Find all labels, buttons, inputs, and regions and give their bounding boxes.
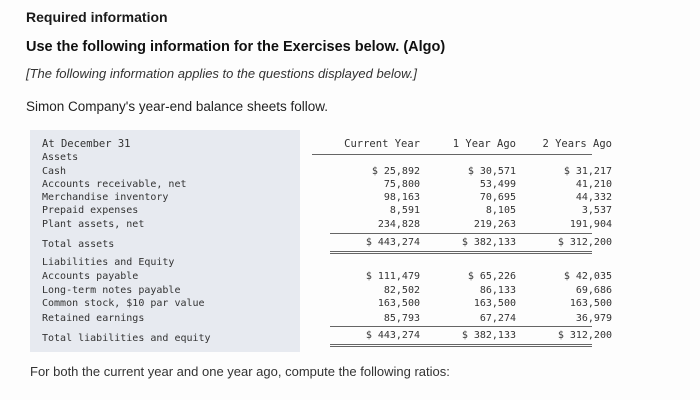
row-label-liabilities-equity: Liabilities and Equity bbox=[42, 257, 175, 268]
re-current: 85,793 bbox=[383, 313, 420, 324]
row-label-total-assets: Total assets bbox=[42, 239, 115, 250]
ap-1yr: $ 65,226 bbox=[467, 271, 516, 282]
ratios-instruction: For both the current year and one year ago, compute the following ratios: bbox=[30, 364, 450, 379]
re-1yr: 67,274 bbox=[479, 313, 516, 324]
ap-2yr: $ 42,035 bbox=[563, 271, 612, 282]
row-label-common-stock: Common stock, $10 par value bbox=[42, 298, 205, 309]
total-assets-top-rule bbox=[330, 233, 592, 234]
prepaid-1yr: 8,105 bbox=[485, 205, 516, 216]
re-2yr: 36,979 bbox=[575, 313, 612, 324]
cs-2yr: 163,500 bbox=[569, 298, 612, 309]
plant-current: 234,828 bbox=[377, 219, 420, 230]
prepaid-2yr: 3,537 bbox=[581, 205, 612, 216]
plant-2yr: 191,904 bbox=[569, 219, 612, 230]
total-assets-double-rule-2 bbox=[330, 253, 592, 254]
row-label-retained-earnings: Retained earnings bbox=[42, 313, 145, 324]
ar-1yr: 53,499 bbox=[479, 179, 516, 190]
ltn-2yr: 69,686 bbox=[575, 285, 612, 296]
row-label-assets: Assets bbox=[42, 152, 79, 163]
total-le-1yr: $ 382,133 bbox=[461, 330, 516, 341]
total-liabilities-top-rule bbox=[330, 326, 592, 327]
header-one-year-ago: 1 Year Ago bbox=[452, 138, 516, 150]
total-assets-1yr: $ 382,133 bbox=[461, 237, 516, 248]
ar-2yr: 41,210 bbox=[575, 179, 612, 190]
plant-1yr: 219,263 bbox=[473, 219, 516, 230]
header-date-label: At December 31 bbox=[42, 138, 131, 150]
total-assets-current: $ 443,274 bbox=[365, 237, 420, 248]
total-le-current: $ 443,274 bbox=[365, 330, 420, 341]
total-le-2yr: $ 312,200 bbox=[557, 330, 612, 341]
prepaid-current: 8,591 bbox=[389, 205, 420, 216]
row-label-accounts-receivable: Accounts receivable, net bbox=[42, 179, 187, 190]
cs-1yr: 163,500 bbox=[473, 298, 516, 309]
cash-2yr: $ 31,217 bbox=[563, 166, 612, 177]
exercise-instructions: Use the following information for the Exercises below. (Algo) bbox=[26, 39, 446, 55]
total-assets-2yr: $ 312,200 bbox=[557, 237, 612, 248]
required-information-heading: Required information bbox=[26, 9, 168, 25]
total-le-double-rule-2 bbox=[330, 346, 592, 347]
row-label-plant-assets: Plant assets, net bbox=[42, 219, 145, 230]
balance-sheet-table bbox=[30, 130, 612, 352]
row-label-prepaid-expenses: Prepaid expenses bbox=[42, 205, 139, 216]
row-label-merchandise-inventory: Merchandise inventory bbox=[42, 192, 169, 203]
ltn-1yr: 86,133 bbox=[479, 285, 516, 296]
header-current-year: Current Year bbox=[344, 138, 420, 150]
cash-1yr: $ 30,571 bbox=[467, 166, 516, 177]
header-rule bbox=[312, 154, 592, 155]
inventory-1yr: 70,695 bbox=[479, 192, 516, 203]
header-two-years-ago: 2 Years Ago bbox=[542, 138, 612, 150]
intro-text: Simon Company's year-end balance sheets follow. bbox=[26, 99, 328, 114]
cs-current: 163,500 bbox=[377, 298, 420, 309]
ltn-current: 82,502 bbox=[383, 285, 420, 296]
cash-current: $ 25,892 bbox=[371, 166, 420, 177]
total-assets-double-rule-1 bbox=[330, 251, 592, 252]
row-label-cash: Cash bbox=[42, 166, 67, 177]
row-label-accounts-payable: Accounts payable bbox=[42, 271, 139, 282]
ap-current: $ 111,479 bbox=[365, 271, 420, 282]
ar-current: 75,800 bbox=[383, 179, 420, 190]
applies-note: [The following information applies to the questions displayed below.] bbox=[26, 66, 417, 81]
total-le-double-rule-1 bbox=[330, 344, 592, 345]
row-label-long-term-notes: Long-term notes payable bbox=[42, 285, 181, 296]
row-label-total-liabilities-equity: Total liabilities and equity bbox=[42, 333, 211, 344]
inventory-2yr: 44,332 bbox=[575, 192, 612, 203]
inventory-current: 98,163 bbox=[383, 192, 420, 203]
